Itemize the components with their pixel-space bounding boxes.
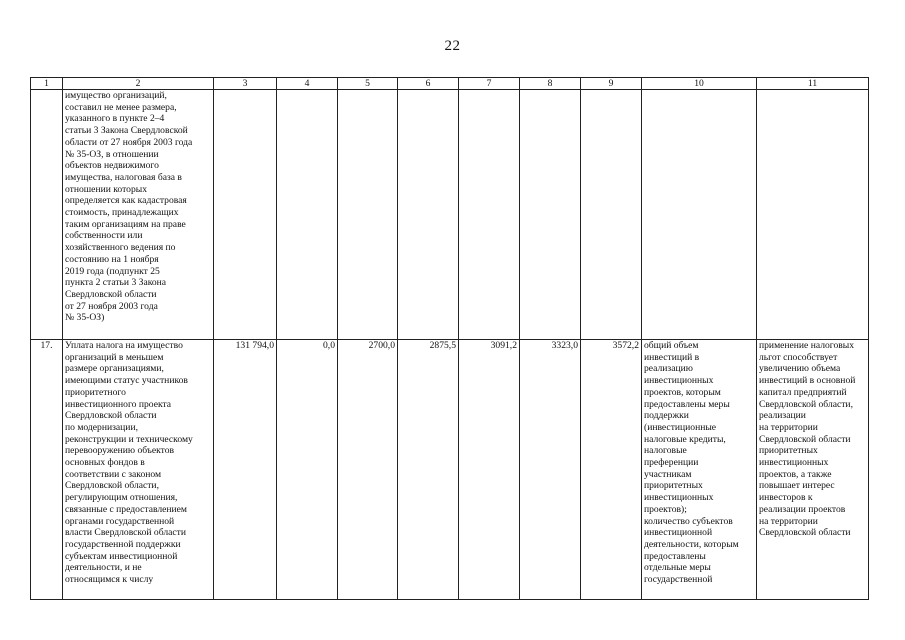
- cell-col10: [642, 90, 757, 340]
- cell-col11: [757, 90, 869, 340]
- cell-col7: [459, 90, 520, 340]
- cell-col11: применение налоговых льгот способствует увеличению объема инвестиций в основной капитал предприятий Свердловской области, реализации на территории Свердловской области приоритетных инвестиционных проектов, а также повышает интерес инвесторов к реализации проектов на территории Свердловской области: [757, 340, 869, 600]
- document-table: [30, 77, 869, 600]
- cell-col5: [338, 90, 398, 340]
- header-cell-6: 6: [398, 78, 459, 90]
- table-row-17: [31, 340, 869, 600]
- cell-description: имущество организаций, составил не менее размера, указанного в пункте 2–4 статьи 3 Закона Свердловской области от 27 ноября 2003 года № 35-ОЗ, в отношении объектов недвижимого имущества, налоговая база в отношении которых определяется как кадастровая стоимость, принадлежащих таким организациям на праве собственности или хозяйственного ведения по состоянию на 1 ноября 2019 года (подпункт 25 пункта 2 статьи 3 Закона Свердловской области от 27 ноября 2003 года № 35-ОЗ): [63, 90, 214, 340]
- cell-col9: 3572,2: [581, 340, 642, 600]
- cell-number: 17.: [31, 340, 63, 600]
- header-cell-5: 5: [338, 78, 398, 90]
- cell-col7: 3091,2: [459, 340, 520, 600]
- header-cell-4: 4: [277, 78, 338, 90]
- header-cell-8: 8: [520, 78, 581, 90]
- cell-col5: 2700,0: [338, 340, 398, 600]
- cell-col4: [277, 90, 338, 340]
- cell-number: [31, 90, 63, 340]
- page-number: 22: [444, 38, 461, 54]
- cell-col8: [520, 90, 581, 340]
- header-cell-9: 9: [581, 78, 642, 90]
- header-cell-2: 2: [63, 78, 214, 90]
- header-cell-11: 11: [757, 78, 869, 90]
- cell-col3: [214, 90, 277, 340]
- cell-col6: 2875,5: [398, 340, 459, 600]
- cell-col6: [398, 90, 459, 340]
- cell-col10: общий объем инвестиций в реализацию инвестиционных проектов, которым предоставлены меры поддержки (инвестиционные налоговые кредиты, налоговые преференции участникам приоритетных инвестиционных проектов); количество субъектов инвестиционной деятельности, которым предоставлены отдельные меры государственной: [642, 340, 757, 600]
- header-cell-10: 10: [642, 78, 757, 90]
- cell-col3: 131 794,0: [214, 340, 277, 600]
- cell-col8: 3323,0: [520, 340, 581, 600]
- cell-description: Уплата налога на имущество организаций в меньшем размере организациями, имеющими статус участников приоритетного инвестиционного проекта Свердловской области по модернизации, реконструкции и техническому перевооружению объектов основных фондов в соответствии с законом Свердловской области, регулирующим отношения, связанные с предоставлением органами государственной власти Свердловской области государственной поддержки субъектам инвестиционной деятельности, и не относящимся к числу: [63, 340, 214, 600]
- table-row-continued: [31, 90, 869, 340]
- header-row: [31, 78, 869, 90]
- header-cell-7: 7: [459, 78, 520, 90]
- cell-col9: [581, 90, 642, 340]
- cell-col4: 0,0: [277, 340, 338, 600]
- header-cell-3: 3: [214, 78, 277, 90]
- header-cell-1: 1: [31, 78, 63, 90]
